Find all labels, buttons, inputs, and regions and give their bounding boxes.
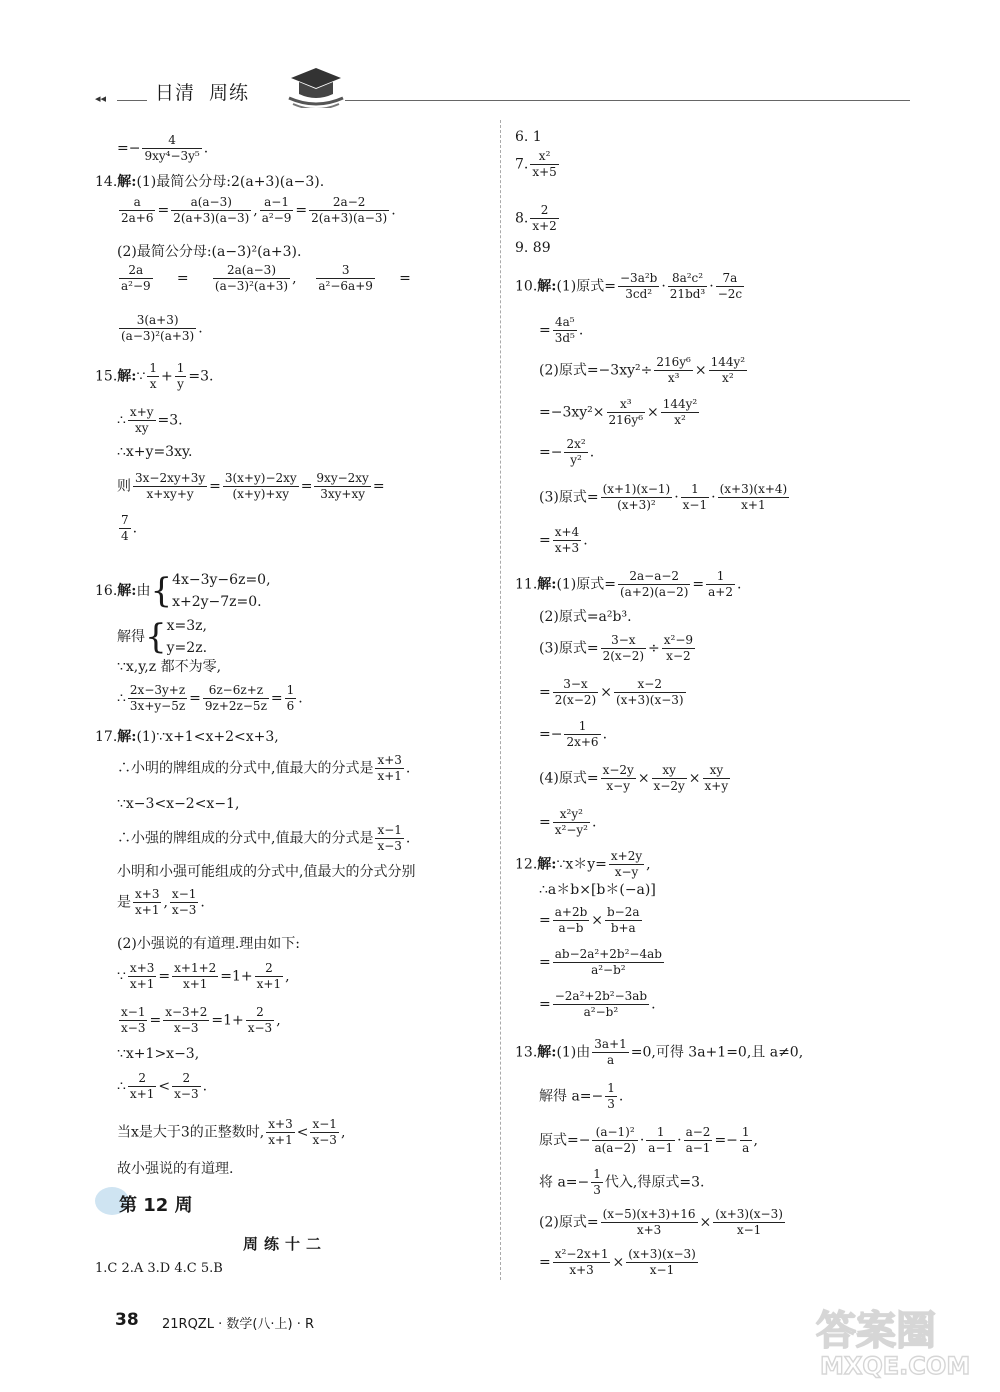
q16-line-2: 解得{x=3z, y=2z. <box>117 617 208 657</box>
r11-line-2: (2)原式=a²b³. <box>539 609 632 625</box>
footer-text: 21RQZL · 数学(八·上) · R <box>162 1317 315 1332</box>
q17-line-2: ∴小明的牌组成的分式中,值最大的分式是 $\frac{x+3}{x+1}$ . <box>117 753 411 783</box>
r10-eq-5: (3)原式= $\frac{(x+1)(x-1)}{\text{(x+3)²}}$ · $\frac{1}{x-1}$ · $\frac{(x+3)(x+4)}{x+1}$ <box>539 482 788 512</box>
q17-line-10: 故小强说的有道理. <box>117 1161 234 1177</box>
q15-line-2: ∴x+y=3xy. <box>117 444 193 460</box>
r13-eq-2: (2)原式= $\frac{(x-5)(x+3)+16}{x+3}$ × $\frac{(x+3)(x-3)}{x-1}$ <box>539 1207 783 1237</box>
q17-eq: ∵ $\frac{x+3}{x+1}$ = $\frac{x+1+2}{x+1}$ =1+ $\frac{2}{x+1}$ , <box>117 961 290 991</box>
page-header <box>95 80 910 110</box>
r13-eq: 原式=− $\frac{\text{(a−1)²}}{a(a-2)}$ · $\frac{1}{a-1}$ · $\frac{a-2}{a-1}$ =− $\frac{1}{a}$ , <box>539 1125 758 1155</box>
watermark-logo <box>812 1300 982 1380</box>
header-title-b: 周练 <box>209 82 250 104</box>
header-title <box>155 78 249 105</box>
q15-eq: ∴ $\frac{x+y}{xy}$ =3. <box>117 405 183 435</box>
header-rule-left <box>117 100 147 101</box>
q17-line: 17.解:(1)∵x+1<x+2<x+3, <box>95 729 279 745</box>
r7-line: 7. $\frac{\text{x²}}{x+5}$ <box>515 149 557 179</box>
q17-line-5: 小明和小强可能组成的分式中,值最大的分式分别 <box>117 864 416 880</box>
q17-line-6: 是 $\frac{x+3}{x+1}$ , $\frac{x-1}{x-3}$ . <box>117 887 205 917</box>
r11-eq-4: (4)原式= $\frac{x-2y}{x-y}$ × $\frac{xy}{x-2y}$ × $\frac{xy}{x+y}$ <box>539 763 729 793</box>
r10-eq-6: = $\frac{x+4}{x+3}$ . <box>539 525 588 555</box>
r12-eq-2: = $\frac{\text{ab−2a²+2b²−4ab}}{\text{a²−b²}}$ <box>539 947 662 977</box>
page-number: 38 <box>115 1310 139 1330</box>
week-heading: 第 12 周 <box>119 1195 193 1216</box>
q16-line-3: ∵x,y,z 都不为零, <box>117 659 222 675</box>
q17-line-7: (2)小强说的有道理.理由如下: <box>117 936 300 952</box>
graduation-cap-icon <box>285 60 347 108</box>
r11-eq-2: = $\frac{3-x}{2(x-2)}$ × $\frac{x-2}{(x+3)(x-3)}$ <box>539 677 684 707</box>
r9-line: 9. 89 <box>515 240 551 256</box>
r10-eq-2: (2)原式=−3xy²÷ $\frac{\text{216y⁶}}{\text{x³}}$ × $\frac{\text{144y²}}{\text{x²}}$ <box>539 355 746 385</box>
r12-line-2: ∴a＊b×[b＊(−a)] <box>539 882 656 898</box>
r11-line: 11.解:(1)原式= $\frac{2a-a-2}{(a+2)(a-2)}$ = $\frac{1}{a+2}$ . <box>515 569 742 599</box>
answer-list: 1.C 2.A 3.D 4.C 5.B <box>95 1261 223 1276</box>
q15-eq-2: 则 $\frac{3x-2xy+3y}{x+xy+y}$ = $\frac{3(x+y)-2xy}{(x+y)+xy}$ = $\frac{9xy-2xy}{3xy+xy}$ = <box>117 471 385 501</box>
q16-line: 16.解:由{4x−3y−6z=0, x+2y−7z=0. <box>95 571 271 611</box>
r12-line: 12.解:∵x＊y= $\frac{x+2y}{x-y}$ , <box>515 849 651 879</box>
q17-line-3: ∵x−3<x−2<x−1, <box>117 796 240 812</box>
q15-eq-3: $\frac{7}{4}$ . <box>121 513 138 543</box>
r13-line-2: 解得 a=− $\frac{1}{3}$ . <box>539 1081 624 1111</box>
q17-eq-2: $\frac{x-1}{x-3}$ = $\frac{x-3+2}{x-3}$ =1+ $\frac{2}{x-3}$ , <box>121 1005 281 1035</box>
r13-line-3: 将 a=− $\frac{1}{3}$ 代入,得原式=3. <box>539 1167 705 1197</box>
r11-eq-3: =− $\frac{1}{2x+6}$ . <box>539 719 608 749</box>
section-subheading: 周练十二 <box>243 1235 328 1253</box>
r11-eq: (3)原式= $\frac{3-x}{2(x-2)}$ ÷ $\frac{\text{x²−9}}{x-2}$ <box>539 633 694 663</box>
r10-eq-4: =− $\frac{\text{2x²}}{\text{y²}}$ . <box>539 437 595 467</box>
column-divider <box>500 120 501 1280</box>
watermark-line1: 答案圈 <box>816 1308 936 1354</box>
q14-eq: $\frac{a}{2a+6}$ = $\frac{a(a-3)}{2(a+3)(a-3)}$ , $\frac{a-1}{\text{a²−9}}$ = $\frac{2a-2}{2(a+3)(a-3)}$ . <box>121 195 396 225</box>
q14-line: 14.解:(1)最简公分母:2(a+3)(a−3). <box>95 174 325 190</box>
r10-eq-3: =−3xy²× $\frac{\text{x³}}{\text{216y⁶}}$ × $\frac{\text{144y²}}{\text{x²}}$ <box>539 397 698 427</box>
fraction: $\frac{4}{\text{9xy⁴−3y⁵}}$ <box>144 133 200 163</box>
r10-line: 10.解:(1)原式= $\frac{\text{−3a²b}}{\text{3cd²}}$ · $\frac{\text{8a²c²}}{\text{21bd³}}$ · $\frac{7a}{-2c}$ <box>515 271 743 301</box>
header-title-a: 日清 <box>155 82 196 104</box>
q14-line-2: (2)最简公分母:(a−3)²(a+3). <box>117 244 302 260</box>
r10-eq: = $\frac{\text{4a⁵}}{\text{3d⁵}}$ . <box>539 315 584 345</box>
q17-line-9: 当x是大于3的正整数时, $\frac{x+3}{x+1}$ < $\frac{x-1}{x-3}$ , <box>117 1117 346 1147</box>
r12-eq: = $\frac{a+2b}{a-b}$ × $\frac{b-2a}{b+a}$ <box>539 905 640 935</box>
q14-eq-3: $\frac{3(a+3)}{\text{(a−3)²(a+3)}}$ . <box>121 313 203 343</box>
r12-eq-3: = $\frac{\text{−2a²+2b²−3ab}}{\text{a²−b²}}$ . <box>539 989 656 1019</box>
r11-eq-5: = $\frac{\text{x²y²}}{\text{x²−y²}}$ . <box>539 807 597 837</box>
q17-eq-3: ∴ $\frac{2}{x+1}$ < $\frac{2}{x-3}$ . <box>117 1071 208 1101</box>
q17-line-4: ∴小强的牌组成的分式中,值最大的分式是 $\frac{x-1}{x-3}$ . <box>117 823 411 853</box>
eq-line: =− $\frac{4}{\text{9xy⁴−3y⁵}}$ . <box>117 133 209 163</box>
r6-line: 6. 1 <box>515 129 542 145</box>
q15-line: 15.解:∵ $\frac{1}{x}$ + $\frac{1}{y}$ =3. <box>95 361 214 391</box>
header-rule <box>345 100 910 101</box>
watermark-line2: MXQE.COM <box>820 1352 971 1380</box>
q16-eq: ∴ $\frac{2x-3y+z}{3x+y-5z}$ = $\frac{6z-6z+z}{9z+2z-5z}$ = $\frac{1}{6}$ . <box>117 683 303 713</box>
r13-eq-3: = $\frac{\text{x²−2x+1}}{x+3}$ × $\frac{(x+3)(x-3)}{x-1}$ <box>539 1247 696 1277</box>
q17-line-8: ∵x+1>x−3, <box>117 1046 200 1062</box>
arrow-icon: ◂◂ <box>95 92 107 105</box>
r13-line: 13.解:(1)由 $\frac{3a+1}{a}$ =0,可得 3a+1=0,且 a≠0, <box>515 1037 804 1067</box>
q14-eq-2: $\frac{2a}{\text{a²−9}}$ = $\frac{2a(a-3)}{\text{(a−3)²(a+3)}}$ , $\frac{3}{\text{a²−6a+9}}$ = <box>121 263 411 293</box>
r8-line: 8. $\frac{2}{x+2}$ <box>515 203 557 233</box>
